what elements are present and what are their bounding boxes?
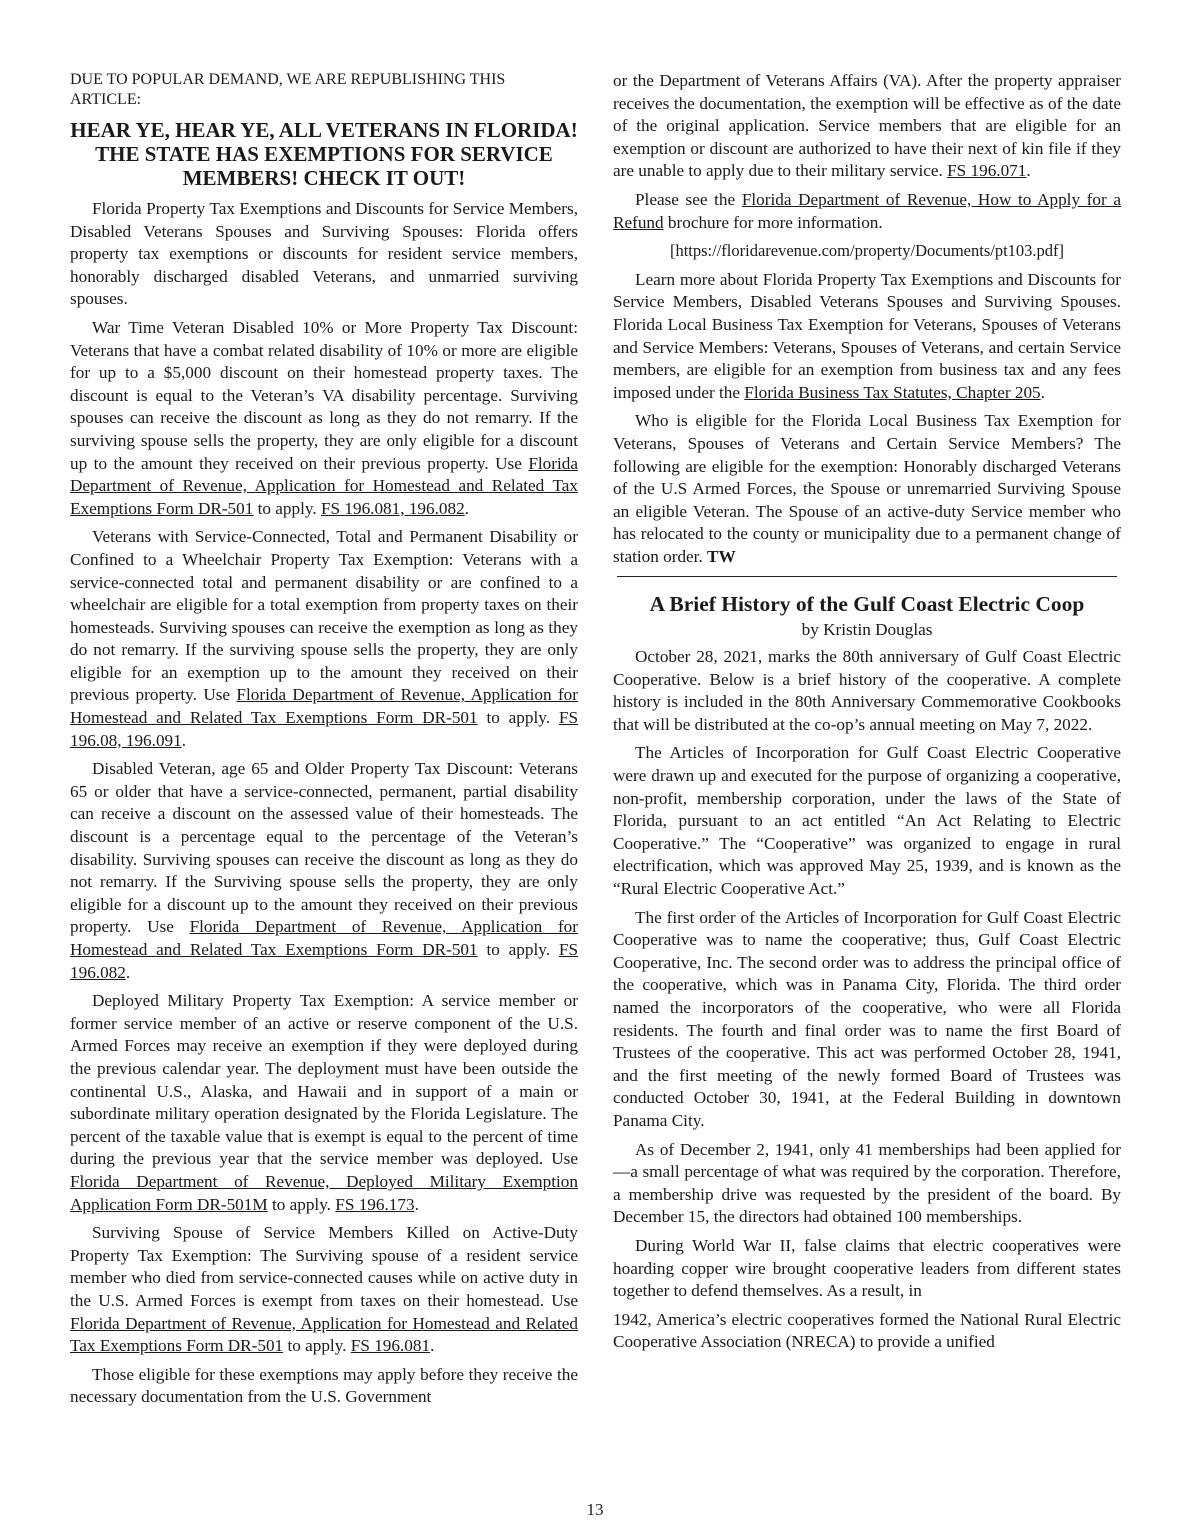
byline: by Kristin Douglas (801, 620, 933, 640)
right-column (613, 70, 1121, 1360)
statute-link[interactable]: FS 196.173 (335, 1194, 415, 1214)
url-line: [https://floridarevenue.com/property/Documents/pt103.pdf] (669, 241, 1065, 261)
paragraph: Deployed Military Property Tax Exemption: A service member or former service member of an active or reserve component of the U.S. Armed Forces may receive an exemption if they were deployed during the previous calendar year. The deployment must have been outside the continental U.S., Alaska, and Hawaii and in support of a main or subordinate military operation designated by the Florida Legislature. The percent of the taxable value that is exempt is equal to the percent of time during the previous year that the service member was deployed. Use Florida Department of Revenue, Deployed Military Exemption Application Form DR-501M to apply. FS 196.173. (70, 991, 578, 1214)
statute-link[interactable]: FS 196.082 (70, 940, 579, 982)
paragraph: The Articles of Incorporation for Gulf Coast Electric Cooperative were drawn up and executed for the purpose of organizing a cooperative, non-profit, membership corporation, under the laws of the State of Florida, pursuant to an act entitled “An Act Relating to Electric Cooperative.” The “Cooperative” was organized to engage in rural electrification, which was approved May 25, 1939, and is known as the “Rural Electric Cooperative Act.” (613, 743, 1121, 898)
paragraph: Please see the Florida Department of Revenue, How to Apply for a Refund brochure for more information. (613, 189, 1122, 232)
statute-link[interactable]: FS 196.081 (350, 1336, 431, 1356)
left-column (70, 70, 578, 1415)
section-divider (617, 576, 1117, 577)
paragraph: During World War II, false claims that electric cooperatives were hoarding copper wire brought cooperative leaders from different states together to defend themselves. As a result, in (613, 1235, 1121, 1301)
statute-link[interactable]: FS 196.08, 196.091 (70, 708, 579, 750)
form-link[interactable]: Florida Department of Revenue, Application for Homestead and Related Tax Exemptions Form DR-501 (70, 1313, 578, 1356)
form-link[interactable]: Florida Department of Revenue, Application for Homestead and Related Tax Exemptions Form DR-501 (70, 453, 578, 518)
form-link[interactable]: Florida Department of Revenue, Application for Homestead and Related Tax Exemptions Form DR-501 (70, 917, 578, 959)
author-initials: TW (707, 546, 736, 566)
paragraph: 1942, America’s electric cooperatives formed the National Rural Electric Cooperative Association (NRECA) to provide a unified (613, 1309, 1121, 1352)
republish-notice: DUE TO POPULAR DEMAND, WE ARE REPUBLISHING THIS ARTICLE: (70, 71, 506, 108)
statute-link[interactable]: FS 196.071 (947, 161, 1027, 181)
form-link[interactable]: Florida Department of Revenue, Application for Homestead and Related Tax Exemptions Form DR-501 (70, 685, 578, 728)
brochure-link[interactable]: Florida Department of Revenue, How to Apply for a Refund (613, 189, 1122, 232)
page-number: 13 (586, 1500, 604, 1519)
paragraph: Surviving Spouse of Service Members Killed on Active-Duty Property Tax Exemption: The Surviving spouse of a resident service member who died from service-connected causes while on active duty in the U.S. Armed Forces is exempt from taxes on their homestead. Use Florida Department of Revenue, Application for Homestead and Related Tax Exemptions Form DR-501 to apply. FS 196.081. (70, 1223, 578, 1356)
paragraph: or the Department of Veterans Affairs (VA). After the property appraiser receives the documentation, the exemption will be effective as of the date of the original application. Service members that are eligible for an exemption or discount are authorized to have their next of kin file if they are unable to apply due to their military service. FS 196.071. (613, 71, 1121, 181)
paragraph: Florida Property Tax Exemptions and Discounts for Service Members, Disabled Veterans Spouses and Surviving Spouses: Florida offers property tax exemptions or discounts for resident service members, honorably discharged disabled Veterans, and unmarried surviving spouses. (70, 199, 578, 309)
paragraph: The first order of the Articles of Incorporation for Gulf Coast Electric Cooperative was to name the cooperative; thus, Gulf Coast Electric Cooperative, Inc. The second order was to address the principal office of the cooperative, which was in Panama City, Florida. The third order named the incorporators of the cooperative, who were all Florida residents. The fourth and final order was to name the first Board of Trustees of the cooperative. This act was performed October 28, 1941, and the first meeting of the newly formed Board of Trustees was conducted October 30, 1941, at the Federal Building in downtown Panama City. (613, 907, 1121, 1130)
statute-link[interactable]: Florida Business Tax Statutes, Chapter 205 (744, 382, 1041, 402)
paragraph: War Time Veteran Disabled 10% or More Property Tax Discount: Veterans that have a combat related disability of 10% or more are eligible for up to a $5,000 discount on their homestead property taxes. The discount is equal to the Veteran’s VA disability percentage. Surviving spouses can receive the discount as long as they do not remarry. If the surviving spouse sells the property, they are only eligible for a discount up to the amount they received on their previous property. Use Florida Department of Revenue, Application for Homestead and Related Tax Exemptions Form DR-501 to apply. FS 196.081, 196.082. (70, 317, 578, 518)
article-title: A Brief History of the Gulf Coast Electric Coop (649, 592, 1085, 617)
article-headline: HEAR YE, HEAR YE, ALL VETERANS IN FLORIDA! THE STATE HAS EXEMPTIONS FOR SERVICE MEMBERS! CHECK IT OUT! (70, 118, 578, 190)
statute-link[interactable]: FS 196.081, 196.082 (320, 498, 465, 518)
paragraph: Those eligible for these exemptions may apply before they receive the necessary documentation from the U.S. Government (70, 1364, 578, 1407)
paragraph: Disabled Veteran, age 65 and Older Property Tax Discount: Veterans 65 or older that have a service-connected, permanent, partial disability can receive a discount on the assessed value of their homesteads. The discount is a percentage equal to the percentage of the Veteran’s disability. Surviving spouses can receive the discount as long as they do not remarry. If the Surviving spouse sells the property, they are only eligible for a discount up to the amount they received on their previous property. Use Florida Department of Revenue, Application for Homestead and Related Tax Exemptions Form DR-501 to apply. FS 196.082. (70, 759, 579, 982)
form-link[interactable]: Florida Department of Revenue, Deployed Military Exemption Application Form DR-501M (70, 1171, 578, 1214)
paragraph: As of December 2, 1941, only 41 memberships had been applied for—a small percentage of what was required by the corporation. Therefore, a membership drive was requested by the president of the board. By December 15, the directors had obtained 100 memberships. (613, 1139, 1121, 1227)
paragraph: Learn more about Florida Property Tax Exemptions and Discounts for Service Members, Disabled Veterans Spouses and Surviving Spouses. Florida Local Business Tax Exemption for Veterans, Spouses of Veterans and Service Members: Veterans, Spouses of Veterans, and certain Service members, are eligible for an exemption from business tax and any fees imposed under the Florida Business Tax Statutes, Chapter 205. (613, 269, 1121, 402)
paragraph: October 28, 2021, marks the 80th anniversary of Gulf Coast Electric Cooperative. Below is a brief history of the cooperative. A complete history is included in the 80th Anniversary Commemorative Cookbooks that will be distributed at the co-op’s annual meeting on May 7, 2022. (613, 647, 1121, 734)
paragraph: Who is eligible for the Florida Local Business Tax Exemption for Veterans, Spouses of Veterans and Certain Service Members? The following are eligible for the exemption: Honorably discharged Veterans of the U.S Armed Forces, the Spouse or unremarried Surviving Spouse an eligible Veteran. The Spouse of an active-duty Service member who has relocated to the county or municipality due to a permanent change of station order. TW (613, 411, 1121, 566)
paragraph: Veterans with Service-Connected, Total and Permanent Disability or Confined to a Wheelchair Property Tax Exemption: Veterans with a service-connected total and permanent disability or are confined to a wheelchair are eligible for a total exemption from property taxes on their homesteads. Surviving spouses can receive the exemption as long as they do not remarry. If the surviving spouse sells the property, they are only eligible for an exemption up to the amount they received on their previous property. Use Florida Department of Revenue, Application for Homestead and Related Tax Exemptions Form DR-501 to apply. FS 196.08, 196.091. (70, 527, 579, 750)
